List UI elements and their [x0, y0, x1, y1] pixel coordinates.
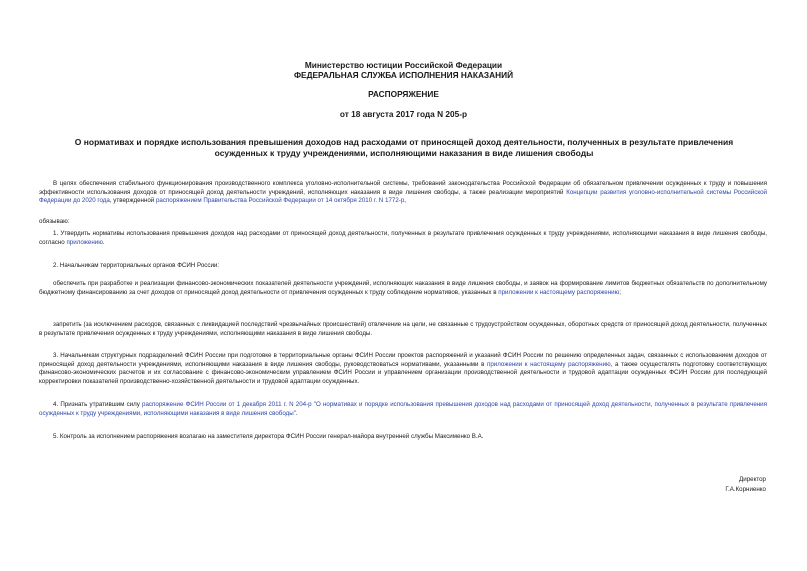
preamble-text-1: В целях обеспечения стабильного функционирования производственного комплекса уголовно-исполнительной системы, требований законодательства Российской Федерации об обязательном привлечении осужденных к труду и повышения эффективности использования доходов от приносящей доход деятельности учреждений, исполняющих наказания в виде лишения свободы, а также реализации мероприятий: [39, 180, 767, 196]
signature-position: Директор: [739, 476, 766, 483]
item-4-end: .: [295, 409, 298, 417]
item-1-text: 1. Утвердить нормативы использования превышения доходов над расходами от приносящей доход деятельности, полученных в результате привлечения осужденных к труду учреждениями, исполняющими наказания в виде лишения свободы, согласно: [39, 230, 767, 246]
item-4-text: 4. Признать утратившим силу: [53, 401, 143, 408]
concept-link[interactable]: Концепции развития уголовно-исполнительной системы Российской Федерации до 2020 года: [39, 188, 767, 205]
item-2b-paragraph: запретить (за исключением расходов, связанных с ликвидацией последствий чрезвычайных происшествий) отвлечение на цели, не связанные с трудоустройством осужденных, оборотных средств от приносящей доход деятельности, полученных в результате привлечения осужденных к труду учреждениями, исполняющими наказания в виде лишения свободы.: [39, 321, 767, 337]
ministry-name: Министерство юстиции Российской Федерации: [304, 60, 503, 70]
appendix-link-3[interactable]: приложении к настоящему распоряжению: [487, 360, 611, 368]
document-type: РАСПОРЯЖЕНИЕ: [368, 89, 439, 99]
document-date: от 18 августа 2017 года N 205-р: [339, 109, 468, 119]
service-name: ФЕДЕРАЛЬНАЯ СЛУЖБА ИСПОЛНЕНИЯ НАКАЗАНИЙ: [293, 70, 514, 80]
document-title: О нормативах и порядке использования превышения доходов над расходами от приносящей доход деятельности, полученных в результате привлечения осужденных к труду учреждениями, исполняющими наказания в виде лишения свободы: [74, 137, 734, 158]
item-1-end: .: [102, 238, 105, 246]
preamble-text-3: ,: [404, 197, 406, 205]
item-1-paragraph: [39, 230, 767, 247]
preamble-text-2: , утвержденной: [109, 197, 156, 205]
item-2a-paragraph: [39, 280, 767, 297]
repealed-order-link[interactable]: распоряжение ФСИН России от 1 декабря 2011 г. N 204-р "О нормативах и порядке использования превышения доходов над расходами от приносящей доход деятельности, полученных в результате привлечения осужденных к труду учреждениями, исполняющими наказания в виде лишения свободы": [39, 401, 767, 417]
signature-name: Г.А.Корниенко: [725, 486, 766, 493]
preamble-paragraph: [39, 180, 767, 206]
item-3-text: 3. Начальникам структурных подразделений ФСИН России при подготовке в территориальные органы ФСИН России проектов распоряжений и указаний ФСИН России по решению определенных задач, связанных с использованием доходов от приносящей доход деятельности учреждениями, исполняющими наказания в виде лишения свободы, руководствоваться нормативами, указанными в: [39, 352, 767, 368]
appendix-link-2[interactable]: приложении к настоящему распоряжению: [498, 288, 620, 296]
appendix-link[interactable]: приложению: [66, 238, 103, 246]
government-order-link[interactable]: распоряжением Правительства Российской Федерации от 14 октября 2010 г. N 1772-р: [155, 197, 405, 205]
item-3-paragraph: [39, 352, 767, 386]
item-3-end: , а также осуществлять подготовку соответствующих финансово-экономических расчетов и их согласование с финансово-экономическим управлением ФСИН России и управлением организации производственной деятельности и трудовой адаптации осужденных ФСИН России для последующей корректировки показателей производственно-хозяйственной деятельности и трудовой адаптации осужденных.: [39, 360, 768, 385]
obligate-text: обязываю:: [39, 218, 70, 225]
item-4-paragraph: [39, 401, 767, 418]
item-2-paragraph: 2. Начальникам территориальных органов ФСИН России:: [53, 262, 220, 269]
item-5-paragraph: 5. Контроль за исполнением распоряжения возлагаю на заместителя директора ФСИН России генерал-майора внутренней службы Максименко В.А.: [53, 433, 484, 440]
item-2a-end: ;: [619, 288, 621, 296]
item-2a-text: обеспечить при разработке и реализации финансово-экономических показателей деятельности учреждений, исполняющих наказания в виде лишения свободы, и заявок на формирование лимитов бюджетных обязательств по дополнительному бюджетному финансированию за счет доходов от приносящей доход деятельности от привлечения осужденных к труду соблюдение нормативов, указанных в: [39, 280, 767, 296]
